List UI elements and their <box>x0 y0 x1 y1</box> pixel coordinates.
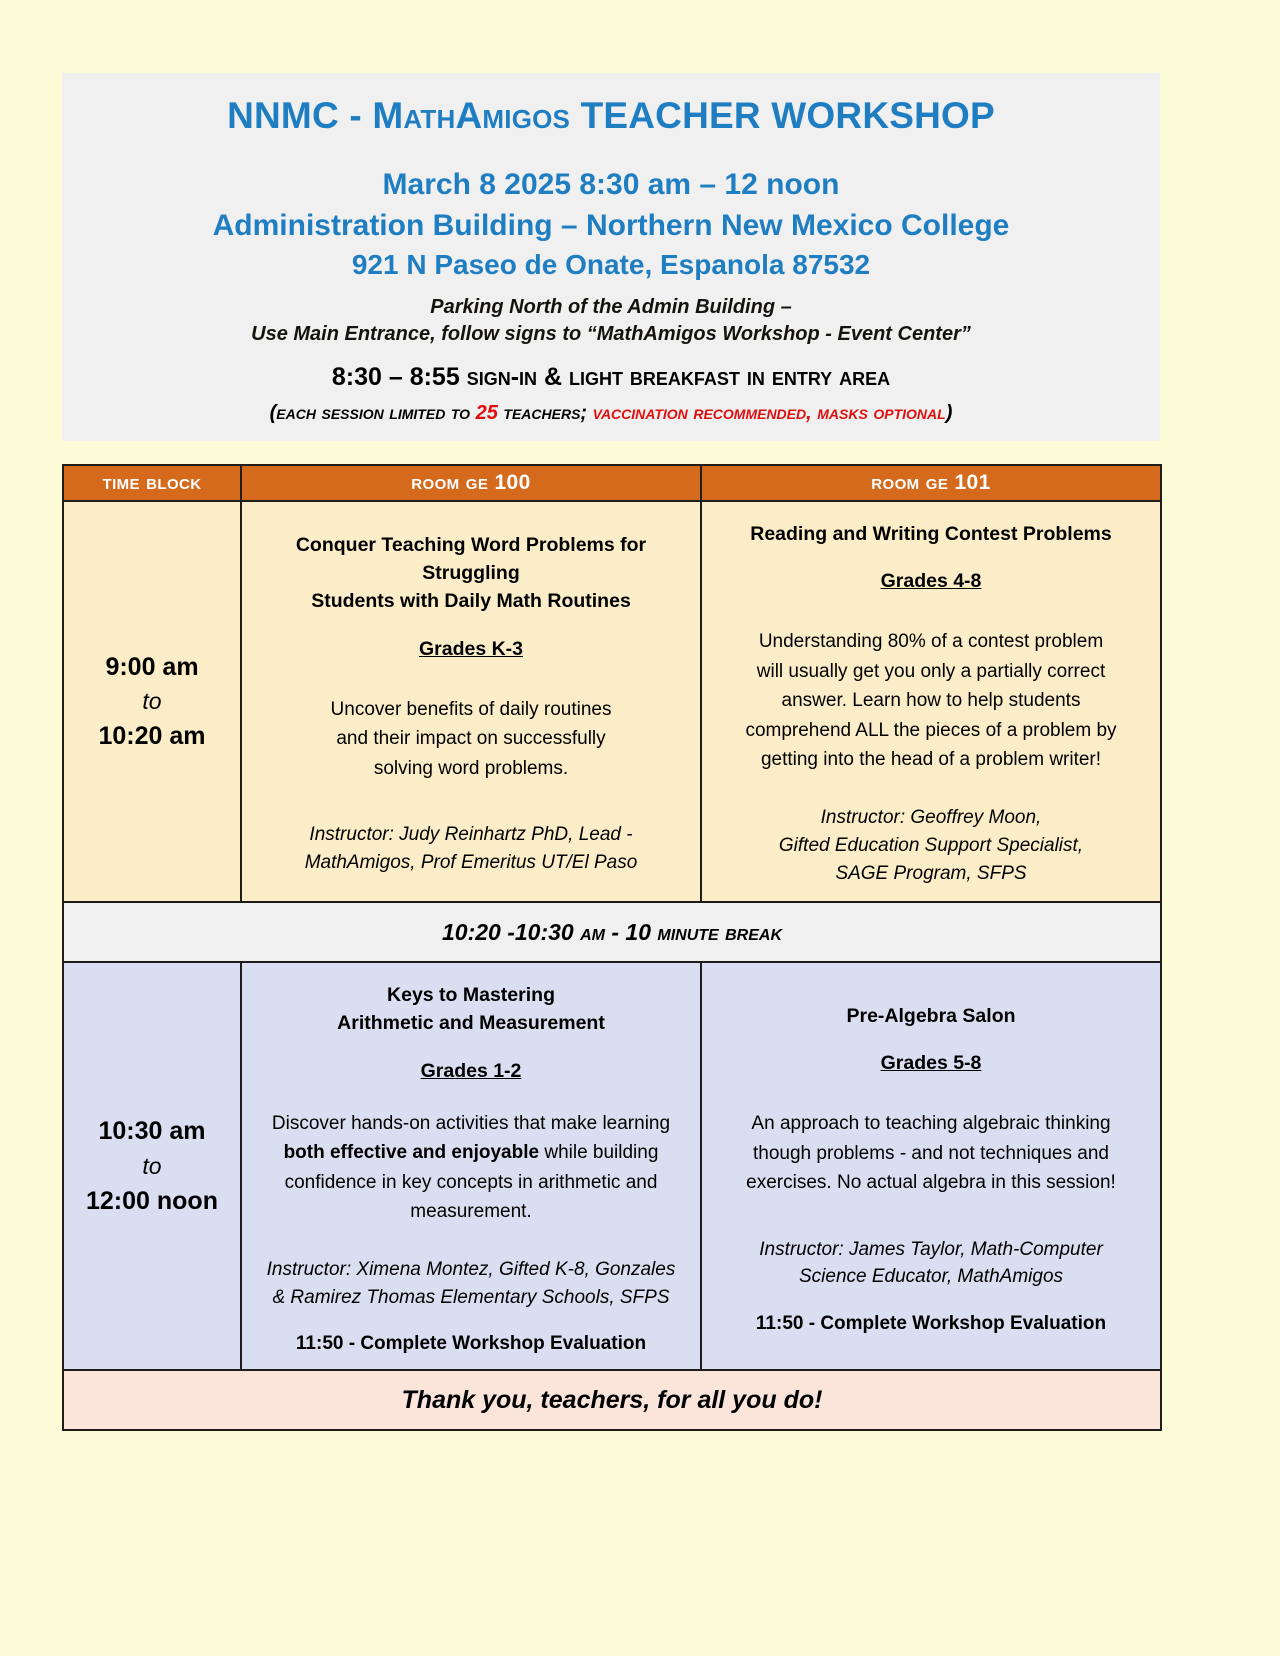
table-header-row <box>63 465 1161 501</box>
desc-line-1: Uncover benefits of daily routines <box>330 698 612 720</box>
flyer-header <box>62 73 1160 441</box>
break-time: 10:20 -10:30 <box>441 918 581 945</box>
parking-line-2: Use Main Entrance, follow signs to “MathAmigos Workshop - Event Center” <box>251 322 971 345</box>
session-grades-2-2: Grades 5-8 <box>880 1052 982 1075</box>
instructor-line-1: Instructor: Ximena Montez, Gifted K-8, Gonzales <box>266 1259 676 1281</box>
session-description-2-2 <box>718 1109 1144 1197</box>
break-label: minute break <box>657 918 782 945</box>
event-venue: Administration Building – Northern New Mexico College <box>212 208 1010 242</box>
time-block-1 <box>63 501 241 902</box>
event-address: 921 N Paseo de Onate, Espanola 87532 <box>351 249 871 281</box>
capacity-count: 25 <box>475 401 498 424</box>
break-text <box>442 919 782 945</box>
time-to-2: to <box>142 1152 162 1179</box>
thank-you-text: Thank you, teachers, for all you do! <box>401 1385 823 1414</box>
desc-pre: Discover hands-on activities that make learning <box>271 1112 671 1134</box>
table-row-session-1 <box>63 501 1161 902</box>
table-row-break <box>63 902 1161 962</box>
capacity-suffix: ) <box>945 401 953 424</box>
parking-note <box>72 294 1150 348</box>
desc-line-3: exercises. No actual algebra in this session! <box>746 1172 1116 1194</box>
instructor-line-1: Instructor: James Taylor, Math-Computer <box>759 1238 1103 1260</box>
session-description-2-1 <box>258 1109 684 1227</box>
desc-line-5: getting into the head of a problem writer! <box>760 749 1102 771</box>
table-header <box>63 465 1161 501</box>
capacity-prefix: (each session limited to <box>269 401 476 424</box>
column-header-room-ge-101: room ge 101 <box>701 465 1161 501</box>
session-grades-1-1: Grades K-3 <box>418 637 524 660</box>
table-row-thank-you <box>63 1370 1161 1430</box>
session-description-1-2 <box>718 627 1144 774</box>
session-cell-2-1 <box>241 962 701 1370</box>
session-title-line-1: Conquer Teaching Word Problems for Struggling <box>295 533 647 585</box>
session-cell-2-2 <box>701 962 1161 1370</box>
instructor-line-1: Instructor: Judy Reinhartz PhD, Lead - <box>309 824 633 846</box>
title-math-rest: ath <box>403 95 456 136</box>
break-cell <box>63 902 1161 962</box>
instructor-line-1: Instructor: Geoffrey Moon, <box>820 807 1042 829</box>
desc-line-3: answer. Learn how to help students <box>781 690 1081 712</box>
column-header-room-ge-100: room ge 100 <box>241 465 701 501</box>
desc-line-2: though problems - and not techniques and <box>753 1142 1109 1164</box>
session-grades-2-1: Grades 1-2 <box>420 1059 522 1082</box>
session-evaluation-2-2: 11:50 - Complete Workshop Evaluation <box>755 1312 1107 1334</box>
session-grades-1-2: Grades 4-8 <box>880 570 982 593</box>
capacity-mid: teachers; <box>497 401 593 424</box>
desc-bold: both effective and enjoyable <box>283 1142 540 1164</box>
desc-line-2: and their impact on successfully <box>336 728 606 750</box>
session-instructor-1-2 <box>718 804 1144 887</box>
event-date-time: March 8 2025 8:30 am – 12 noon <box>382 167 840 201</box>
desc-line-1: Understanding 80% of a contest problem <box>758 631 1104 653</box>
column-header-time-block: time block <box>63 465 241 501</box>
title-amigos-rest: migos <box>482 95 571 136</box>
session-instructor-1-1 <box>258 821 684 876</box>
time-end-2: 12:00 noon <box>86 1186 218 1215</box>
page-title <box>72 95 1150 138</box>
schedule-table <box>62 464 1162 1431</box>
session-instructor-2-2 <box>718 1236 1144 1291</box>
session-cell-1-2 <box>701 501 1161 902</box>
session-title-line-2: Students with Daily Math Routines <box>311 590 631 613</box>
desc-line-1: An approach to teaching algebraic thinking <box>751 1113 1111 1135</box>
desc-line-3: solving word problems. <box>373 757 569 779</box>
parking-line-1: Parking North of the Admin Building – <box>430 295 792 318</box>
session-description-1-1 <box>258 695 684 783</box>
title-suffix: TEACHER WORKSHOP <box>570 95 995 136</box>
title-math-m: M <box>372 95 404 136</box>
title-amigos-a: A <box>455 95 483 136</box>
session-title-2-1 <box>258 981 684 1038</box>
capacity-note <box>72 402 1150 425</box>
session-title-2-2 <box>718 1002 1144 1030</box>
table-row-session-2 <box>63 962 1161 1370</box>
break-sep: - 10 <box>604 918 658 945</box>
time-block-2 <box>63 962 241 1370</box>
session-title-line-1: Reading and Writing Contest Problems <box>750 523 1112 545</box>
instructor-line-3: SAGE Program, SFPS <box>835 862 1027 884</box>
instructor-line-2: Gifted Education Support Specialist, <box>778 835 1084 856</box>
signin-text: sign-in & light breakfast in entry area <box>466 362 891 391</box>
desc-line-2: will usually get you only a partially correct <box>756 660 1106 682</box>
vaccination-note: vaccination recommended, masks optional <box>592 401 946 424</box>
time-start-1: 9:00 am <box>105 652 199 681</box>
session-title-1-2 <box>718 520 1144 548</box>
session-instructor-2-1 <box>258 1256 684 1311</box>
session-evaluation-2-1: 11:50 - Complete Workshop Evaluation <box>295 1333 647 1355</box>
session-title-line-1: Keys to Mastering <box>387 984 555 1007</box>
desc-line-4: comprehend ALL the pieces of a problem by <box>745 719 1117 741</box>
thank-you-cell <box>63 1370 1161 1430</box>
signin-time: 8:30 – 8:55 <box>331 362 467 391</box>
time-end-1: 10:20 am <box>98 722 206 751</box>
instructor-line-2: Science Educator, MathAmigos <box>798 1266 1064 1288</box>
instructor-line-2: & Ramirez Thomas Elementary Schools, SFPS <box>272 1286 670 1308</box>
desc-post: while building confidence in key concepts in arithmetic and measurement. <box>284 1142 659 1222</box>
session-title-1-1 <box>258 531 684 616</box>
session-title-line-2: Arithmetic and Measurement <box>337 1012 605 1035</box>
time-to-1: to <box>142 687 162 714</box>
time-start-2: 10:30 am <box>98 1117 206 1146</box>
session-title-line-1: Pre-Algebra Salon <box>846 1004 1016 1027</box>
signin-note <box>72 363 1150 392</box>
title-prefix: NNMC - <box>227 95 373 136</box>
break-am: am <box>580 918 605 945</box>
instructor-line-2: MathAmigos, Prof Emeritus UT/El Paso <box>304 851 638 873</box>
session-cell-1-1 <box>241 501 701 902</box>
